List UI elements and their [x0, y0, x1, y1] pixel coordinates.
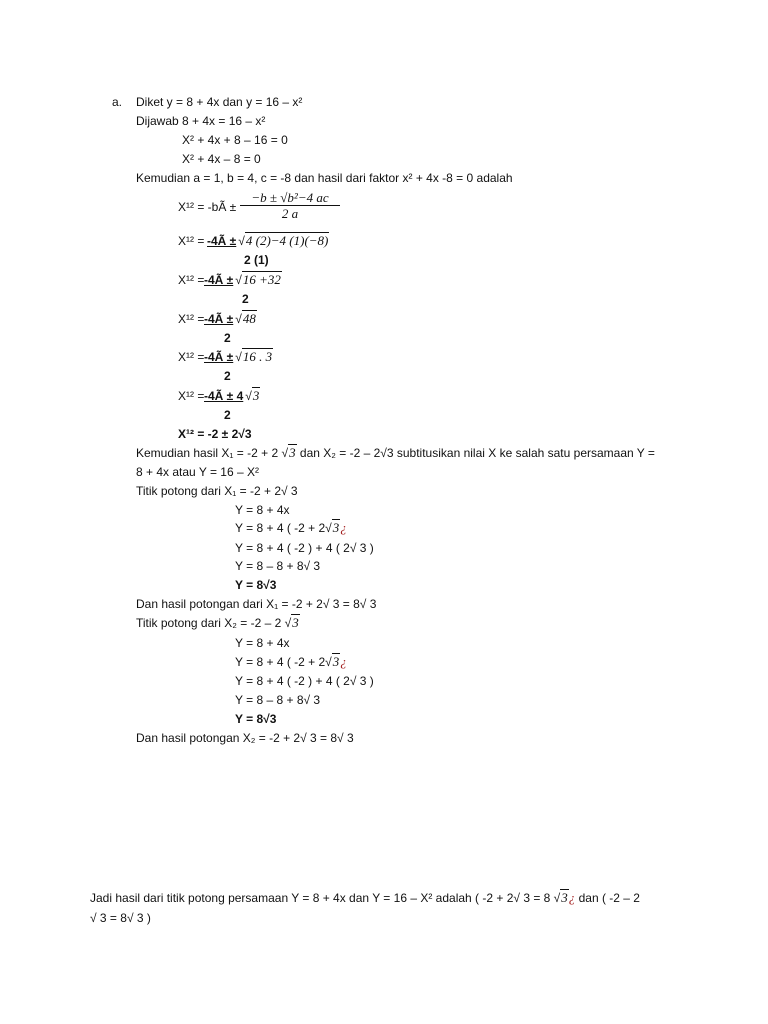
formula-lhs: X¹² =: [178, 273, 205, 287]
step-text: Y = 8 + 4 ( -2 + 2: [235, 521, 326, 535]
inverted-question-mark: ¿: [340, 520, 347, 535]
formula-numerator: -4Ã ± √4 (2)−4 (1)(−8): [207, 233, 329, 248]
numerator-prefix: -4Ã ±: [207, 234, 237, 248]
formula-denominator: 2: [224, 331, 231, 345]
step-line: Y = 8√3: [235, 712, 277, 726]
step-line: Y = 8 – 8 + 8√ 3: [235, 559, 321, 573]
radicand: 16 . 3: [242, 349, 273, 364]
conclusion-line: Jadi hasil dari titik potong persamaan Y = 8 + 4x dan Y = 16 – X² adalah ( -2 + 2√ 3 = 8 √3¿ dan ( -2 – 2: [90, 890, 640, 905]
conclusion-text: dan ( -2 – 2: [578, 891, 640, 905]
formula-denominator: 2 (1): [244, 253, 269, 267]
formula-lhs: X¹² =: [178, 312, 205, 326]
formula-lhs: X¹² =: [178, 234, 205, 248]
numerator-prefix: -4Ã ±: [204, 273, 234, 287]
step-text: Y = 8 + 4 ( -2 + 2: [235, 655, 326, 669]
step-line: Y = 8 + 4 ( -2 + 2√3¿: [235, 654, 347, 669]
given-line: Diket y = 8 + 4x dan y = 16 – x²: [136, 95, 303, 109]
inverted-question-mark: ¿: [340, 654, 347, 669]
radicand: 3: [289, 445, 296, 460]
formula-numerator: -4Ã ± 4 √3: [204, 388, 260, 403]
step-line: Y = 8 + 4 ( -2 + 2√3¿: [235, 520, 347, 535]
formula-numerator: -4Ã ± √16 +32: [204, 272, 281, 287]
conclusion-line: √ 3 = 8√ 3 ): [90, 911, 151, 925]
step-line: Y = 8√3: [235, 578, 277, 592]
numerator-prefix: -4Ã ± 4: [204, 389, 244, 403]
formula-denominator: 2: [242, 292, 249, 306]
fraction-denominator: 2 a: [240, 205, 340, 221]
step-line: Y = 8 – 8 + 8√ 3: [235, 693, 321, 707]
substitution-text: dan X₂ = -2 – 2√3 subtitusikan nilai X ke salah satu persamaan Y =: [299, 446, 655, 460]
fraction-numerator: −b ± √b²−4 ac: [251, 190, 329, 205]
intersection-result: Dan hasil potongan dari X₁ = -2 + 2√ 3 = 8√ 3: [136, 597, 377, 611]
radicand: 3: [332, 520, 340, 535]
step-line: Y = 8 + 4 ( -2 ) + 4 ( 2√ 3 ): [235, 541, 374, 555]
coefficients-line: Kemudian a = 1, b = 4, c = -8 dan hasil dari faktor x² + 4x -8 = 0 adalah: [136, 171, 513, 185]
step-line: Y = 8 + 4x: [235, 503, 290, 517]
intersection-heading: Titik potong dari X₂ = -2 – 2 √3: [136, 615, 299, 630]
substitution-line: 8 + 4x atau Y = 16 – X²: [136, 465, 259, 479]
intersection-result: Dan hasil potongan X₂ = -2 + 2√ 3 = 8√ 3: [136, 731, 354, 745]
step-line: Y = 8 + 4 ( -2 ) + 4 ( 2√ 3 ): [235, 674, 374, 688]
substitution-line: Kemudian hasil X₁ = -2 + 2 √3 dan X₂ = -2 – 2√3 subtitusikan nilai X ke salah satu persamaan Y =: [136, 445, 655, 460]
radicand: 16 +32: [242, 272, 281, 287]
formula-lhs: X¹² =: [178, 389, 205, 403]
quadratic-formula-fraction: [240, 190, 340, 221]
substitution-text: Kemudian hasil X₁ = -2 + 2: [136, 446, 279, 460]
radicand: 48: [242, 311, 256, 326]
formula-numerator: -4Ã ± √48: [204, 311, 256, 326]
formula-lhs: X¹² =: [178, 350, 205, 364]
step-line: Y = 8 + 4x: [235, 636, 290, 650]
list-marker: a.: [112, 95, 123, 109]
radicand: 4 (2)−4 (1)(−8): [245, 233, 329, 248]
radicand: 3: [292, 615, 299, 630]
formula-denominator: 2: [224, 408, 231, 422]
formula-lhs: X¹² = -bÃ ±: [178, 200, 237, 214]
conclusion-text: Jadi hasil dari titik potong persamaan Y = 8 + 4x dan Y = 16 – X² adalah ( -2 + 2√ 3 = 8: [90, 891, 551, 905]
numerator-prefix: -4Ã ±: [204, 350, 234, 364]
formula-denominator: 2: [224, 369, 231, 383]
formula-numerator: -4Ã ± √16 . 3: [204, 349, 273, 364]
numerator-prefix: -4Ã ±: [204, 312, 234, 326]
heading-text: Titik potong dari X₂ = -2 – 2: [136, 616, 282, 630]
equation-line: X² + 4x – 8 = 0: [182, 152, 261, 166]
answer-line: Dijawab 8 + 4x = 16 – x²: [136, 114, 266, 128]
equation-line: X² + 4x + 8 – 16 = 0: [182, 133, 288, 147]
radicand: 3: [332, 654, 340, 669]
intersection-heading: Titik potong dari X₁ = -2 + 2√ 3: [136, 484, 298, 498]
radicand: 3: [252, 388, 260, 403]
radicand: 3: [561, 890, 568, 905]
formula-result: X¹² = -2 ± 2√3: [178, 427, 252, 441]
inverted-question-mark: ¿: [568, 890, 576, 905]
